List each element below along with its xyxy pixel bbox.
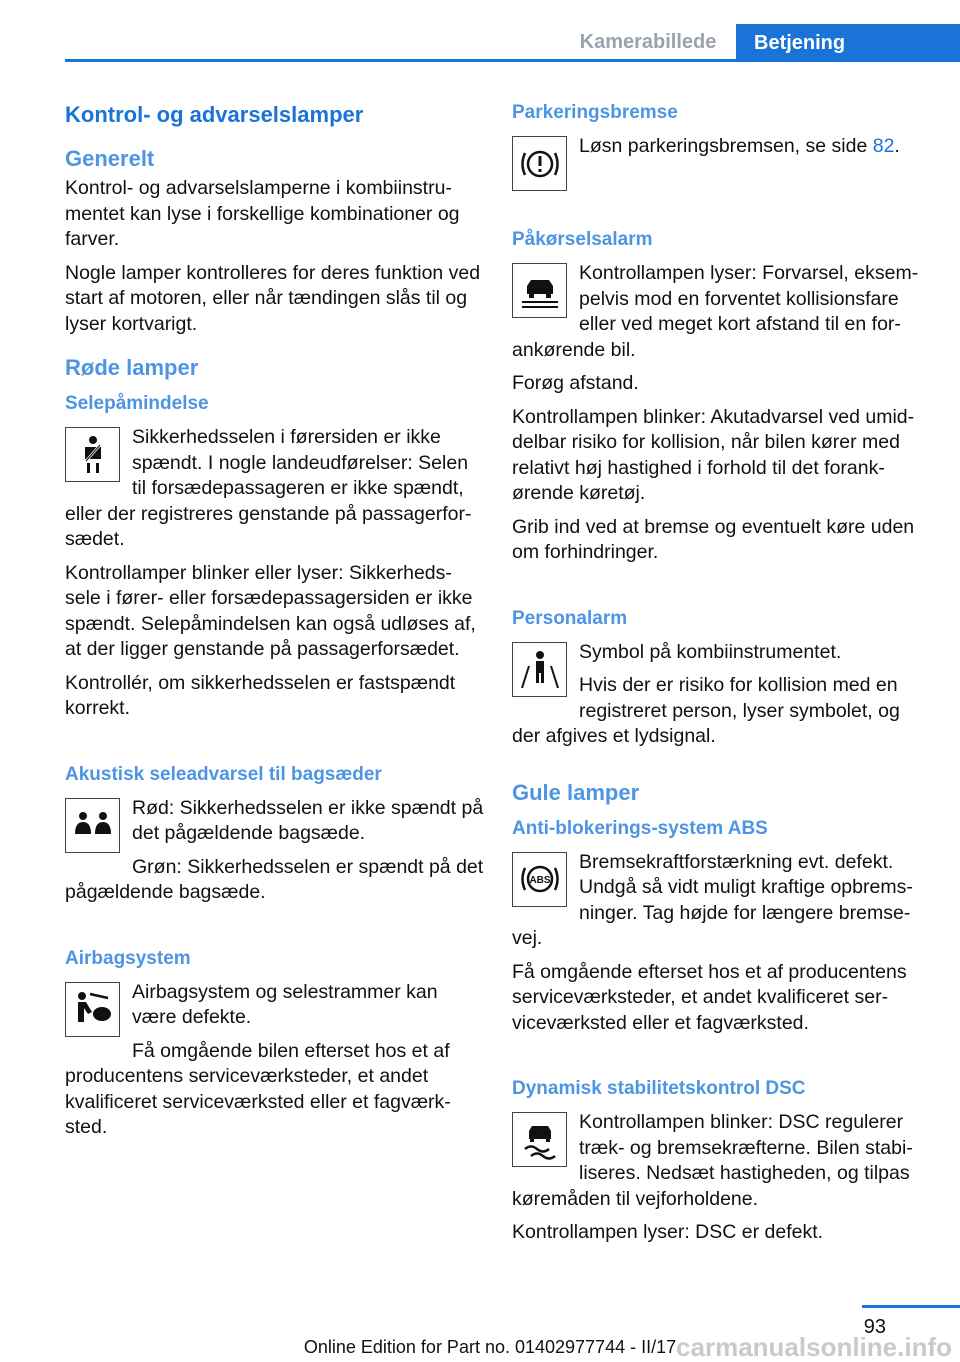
paragraph: Kontrollampen lyser: Forvarsel, eksem-pelvis mod en forventet kollisionsfare eller ved meget kort afstand til en for-ankørende bil. xyxy=(512,262,919,361)
heading-generelt: Generelt xyxy=(65,146,155,171)
footer-rule xyxy=(862,1305,960,1308)
paragraph: Nogle lamper kontrolleres for deres funktion ved start af motoren, eller når tændingen slås til og lyser kortvarigt. xyxy=(65,261,481,335)
parking-brake-icon xyxy=(512,136,567,191)
seatbelt-icon xyxy=(65,427,120,482)
dsc-icon xyxy=(512,1112,567,1167)
paragraph-text: Løsn parkeringsbremsen, se side xyxy=(579,135,873,157)
paragraph: Kontrollampen blinker: DSC regulerer træk- og bremsekræfterne. Bilen stabi-liseres. Nedsæt hastigheden, og tilpas køremåden til vejforholdene. xyxy=(512,1111,913,1210)
paragraph: Kontrollampen lyser: DSC er defekt. xyxy=(512,1221,824,1243)
paragraph: Grøn: Sikkerhedsselen er spændt på det pågældende bagsæde. xyxy=(65,855,484,903)
pedestrian-warning-icon xyxy=(512,642,567,697)
left-column xyxy=(65,96,485,1149)
paragraph: Få omgående efterset hos et af producentens serviceværksteder, et andet kvalificeret ser-viceværksted eller et fagværksted. xyxy=(512,960,907,1034)
watermark: carmanualsonline.info xyxy=(676,1332,952,1362)
paragraph xyxy=(512,134,932,160)
abs-icon xyxy=(512,852,567,907)
heading-abs: Anti-blokerings-system ABS xyxy=(512,817,768,839)
abs-icon-label: ABS xyxy=(528,875,551,886)
paragraph: Bremsekraftforstærkning evt. defekt. Undgå så vidt muligt kraftige opbrems-ninger. Tag højde for længere bremse-vej. xyxy=(512,850,913,949)
page-title: Kontrol- og advarselslamper xyxy=(65,102,364,127)
heading-rode-lamper: Røde lamper xyxy=(65,355,199,380)
heading-gule-lamper: Gule lamper xyxy=(512,779,640,805)
airbag-icon xyxy=(65,982,120,1037)
heading-dsc: Dynamisk stabilitetskontrol DSC xyxy=(512,1078,806,1099)
paragraph: Kontrol- og advarselslamperne i kombiinstru-mentet kan lyse i forskellige kombinationer og farver. xyxy=(65,177,460,250)
paragraph: Sikkerhedsselen i førersiden er ikke spændt. I nogle landeudførelser: Selen til forsædepassageren er ikke spændt, eller der registreres genstande på passagerfor-sædet. xyxy=(65,426,472,550)
paragraph: Airbagsystem og selestrammer kan være defekte. xyxy=(132,980,438,1028)
heading-airbagsystem: Airbagsystem xyxy=(65,947,191,969)
rear-seat-occupants-icon xyxy=(65,798,120,853)
paragraph: Hvis der er risiko for kollision med en registreret person, lyser symbolet, og der afgives et lydsignal. xyxy=(512,674,900,747)
paragraph: Symbol på kombiinstrumentet. xyxy=(579,640,842,663)
heading-personalarm: Personalarm xyxy=(512,607,628,629)
page-number: 93 xyxy=(863,1316,886,1338)
page-link-82[interactable]: 82 xyxy=(872,135,895,157)
right-column xyxy=(512,96,932,1254)
paragraph: Forøg afstand. xyxy=(512,372,639,394)
heading-akustisk-seleadvarsel: Akustisk seleadvarsel til bagsæder xyxy=(65,763,382,785)
heading-parkeringsbremse: Parkeringsbremse xyxy=(512,102,678,123)
paragraph: Kontrollamper blinker eller lyser: Sikkerheds-sele i fører- eller forsædepassagersiden er ikke spændt. Selepåmindelsen kan også udløses af, at der ligger genstande på passagerforsædet. xyxy=(65,561,476,660)
paragraph-text: . xyxy=(894,135,900,157)
edition-text: Online Edition for Part no. 01402977744 - II/17 xyxy=(303,1337,677,1357)
paragraph: Kontrollér, om sikkerhedsselen er fastspændt korrekt. xyxy=(65,671,456,719)
heading-paakorselsalarm: Påkørselsalarm xyxy=(512,229,653,250)
collision-warning-icon xyxy=(512,263,567,318)
tab-betjening[interactable]: Betjening xyxy=(736,24,960,62)
paragraph: Grib ind ved at bremse og eventuelt køre uden om forhindringer. xyxy=(512,515,915,563)
paragraph: Få omgående bilen efterset hos et af producentens serviceværksteder, et andet kvalificeret serviceværksted eller et fagværk-sted. xyxy=(65,1039,451,1138)
paragraph: Rød: Sikkerhedsselen er ikke spændt på det pågældende bagsæde. xyxy=(132,796,484,844)
paragraph: Kontrollampen blinker: Akutadvarsel ved umid-delbar risiko for kollision, når bilen kører med relativt høj hastighed i forhold til det forank-ørende køretøj. xyxy=(512,405,915,504)
tab-kamerabillede[interactable]: Kamerabillede xyxy=(579,31,717,53)
heading-selepaamindelse: Selepåmindelse xyxy=(65,393,209,414)
